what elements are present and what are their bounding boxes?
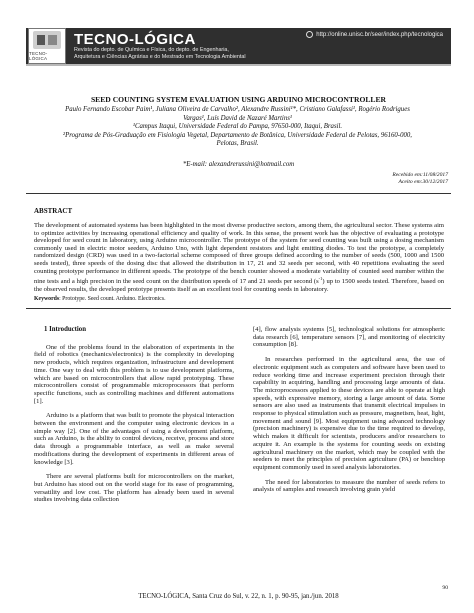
divider-top	[26, 193, 451, 194]
abstract-heading: ABSTRACT	[34, 207, 73, 215]
accepted-date: Aceito em:30/12/2017	[398, 179, 448, 185]
abstract-superscript: -1	[318, 276, 323, 282]
affiliation-1: ¹Campus Itaqui, Universidade Federal do Pampa, 97650-000, Itaqui, Brasil.	[132, 123, 343, 131]
logo-graphic-icon	[33, 31, 61, 49]
journal-url-text[interactable]: http://online.unisc.br/seer/index.php/tecnologica	[316, 31, 443, 38]
received-date: Recebido em:11/08/2017	[392, 172, 448, 178]
authors-line-2: Vargas¹, Luís David de Nazaré Martins¹	[183, 114, 292, 122]
keywords	[34, 296, 166, 302]
paragraph: [4], flow analysis systems [5], technological solutions for atmospheric data research [6], temperature sensors [7], and monitoring of electricity consumption [8].	[253, 326, 445, 349]
affiliation-2: ²Programa de Pós-Graduação em Fisiologia Vegetal, Departamento de Botânica, Universidade Federal de Pelotas, 96160-000,	[63, 131, 412, 139]
right-column	[253, 326, 445, 501]
journal-subtitle-2: Arquitetura e Ciências Agrárias e do Mestrado em Tecnologia Ambiental	[74, 53, 246, 60]
journal-title: TECNO-LÓGICA	[74, 31, 196, 49]
left-column	[34, 326, 234, 511]
globe-icon	[306, 31, 313, 38]
abstract-text	[34, 222, 444, 294]
affiliation-3: Pelotas, Brasil.	[216, 140, 259, 148]
abstract-text-main: The development of automated systems has been highlighted in the most diverse productive sectors, among them, the agricultural sector. These systems aim to optimize activities by increasing operational efficiency and quality of work. In this sense, the present work has the objective of evaluating a prototype developed for seed count in laboratory, using Arduino microcontroller. The prototype of the system for seed counting was built using a dosing mechanism commonly used in electric motor seeders, Arduino Uno, with light dependent resistors and light emitting diodes. To test the prototype, a completely randomized design (CRD) was used in a two-factorial scheme composed of three groups defined according to the number of seeds (500, 1000 and 1500 seeds tested), three speeds of the dosing disc that allowed the distribution in 17, 21 and 32 seeds per second, with 40 repetitions evaluating the seed counting prototype performance in different speeds. The prototype of the bench counter showed a moderate variability of counted seed number within the nine tests and a high precision in the seed count on the distribution speeds of 17 and 21 seeds per second (s	[34, 222, 444, 286]
authors-line-1: Paulo Fernando Escobar Paim¹, Juliana Oliveira de Carvalho², Alexandre Russini¹*, Cristiano Galafassi¹, Rogério Rodrigues	[65, 106, 410, 113]
paragraph: In researches performed in the agricultural area, the use of electronic equipment such as computers and software have been used to reduce working time and increase experiment precision through their capability in acquiring, handling and processing large amounts of data. The microprocessors applied to these devices are able to operate at high speeds, with expressive memory, storing a large amount of data. Some sensors are also used as instruments that transmit electrical impulses in response to physical stimulation such as pressure, magnetism, heat, light, movement and sound [9]. Most equipment using advanced technology (precision machinery) is expensive due to the time required to develop, which makes it difficult for scientists, producers and/or researchers to acquire it. An example is the systems for counting seeds on existing agricultural machinery on the market, which may be coupled with the seeders to meet the principles of precision agriculture (PA) or benchtop equipment commonly used in seed analysis laboratories.	[253, 356, 445, 471]
page-number: 90	[442, 585, 448, 591]
journal-logo	[28, 28, 66, 64]
banner-text	[74, 32, 246, 59]
paragraph: Arduino is a platform that was built to promote the physical interaction between the environment and the computer using electronic devices in a simple way [2]. One of the advantages of using a development platform, such as Arduino, is the ability to control devices, receive, process and store data through a programmable interface, as well as make several modifications during the development of experiments in different areas of knowledge [3].	[34, 412, 234, 466]
divider-bottom	[26, 308, 451, 309]
journal-url[interactable]	[306, 31, 443, 38]
corresponding-email: *E-mail: alexandrerussini@hotmail.com	[182, 161, 295, 168]
paragraph: The need for laboratories to measure the number of seeds refers to analysis of samples and research involving grain yield	[253, 478, 445, 494]
journal-subtitle-1: Revista do depto. de Química e Física, do depto. de Engenharia,	[74, 47, 229, 54]
abstract-text-end: ) up to 1500 seeds tested. Therefore, based on the observed results, the developed prototype presents itself as an excellent tool for counting seeds in laboratory.	[34, 278, 444, 293]
dates-block	[392, 172, 448, 186]
keywords-text: : Prototype. Seed count. Arduino. Electronics.	[59, 296, 166, 302]
paragraph: One of the problems found in the elaboration of experiments in the field of robotics (mechanics/electronics) is the complexity in developing new products, which requires organization, infrastructure and development time. One way to deal with this problem is to use development platforms, which are based on microcontrollers that allow rapid prototyping. These microcontrollers consist of programmable microprocessors that perform specific functions, such as controlling machines and different automations [1].	[34, 343, 234, 405]
section-heading-introduction: 1 Introduction	[44, 326, 86, 333]
paragraph: There are several platforms built for microcontrollers on the market, but Arduino has stood out on the world stage for its ease of programming, versatility and low cost. The platform has already been used in several studies involving data collection	[34, 473, 234, 504]
journal-banner	[26, 28, 451, 66]
authors-block	[50, 106, 425, 149]
logo-text: TECNO-LÓGICA	[29, 51, 48, 61]
footer-citation: TECNO-LÓGICA, Santa Cruz do Sul, v. 22, n. 1, p. 90-95, jan./jun. 2018	[138, 593, 339, 600]
paper-title: SEED COUNTING SYSTEM EVALUATION USING ARDUINO MICROCONTROLLER	[90, 95, 387, 104]
keywords-label: Keywords	[34, 296, 60, 302]
